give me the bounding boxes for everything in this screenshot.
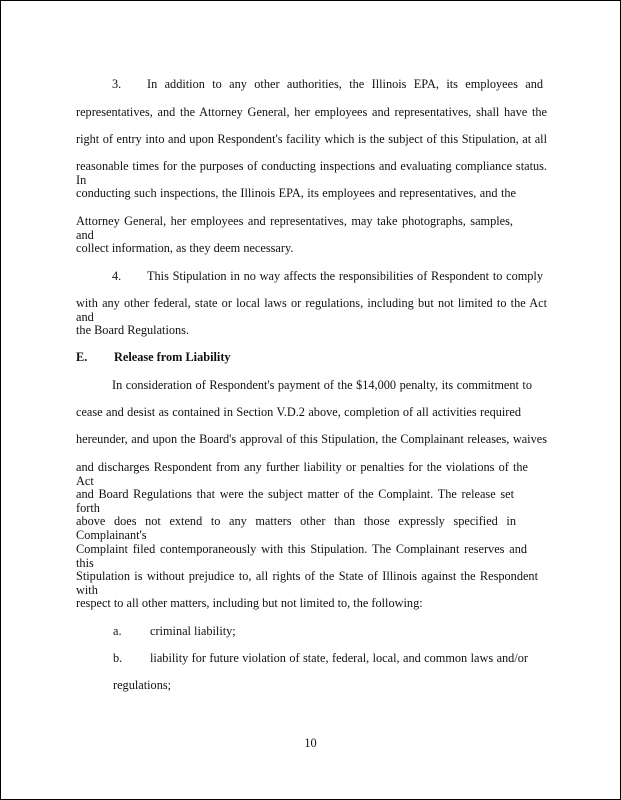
list-item: criminal liability; [150,624,236,638]
paragraph-line: cease and desist as contained in Section V.D.2 above, completion of all activities required [76,405,521,419]
paragraph-line: collect information, as they deem necessary. [76,241,294,255]
paragraph-line: and Board Regulations that were the subject matter of the Complaint. The release set forth [76,487,514,515]
paragraph-line: representatives, and the Attorney General, her employees and representatives, shall have the [76,105,547,119]
paragraph-number: 3. [112,77,122,91]
paragraph-line: respect to all other matters, including but not limited to, the following: [76,596,423,610]
page-number: 10 [304,736,317,750]
section-letter: E. [76,350,88,364]
list-item: regulations; [113,678,172,692]
paragraph-line: above does not extend to any matters other than those expressly specified in Complainant's [76,514,516,542]
section-heading: Release from Liability [114,350,231,364]
paragraph-line: Attorney General, her employees and representatives, may take photographs, samples, and [76,214,513,242]
paragraph-line: conducting such inspections, the Illinois EPA, its employees and representatives, and the [76,186,516,200]
paragraph-number: 4. [112,269,122,283]
paragraph-line: In addition to any other authorities, the Illinois EPA, its employees and [147,77,543,91]
list-item-letter: a. [113,624,122,638]
paragraph-line: hereunder, and upon the Board's approval of this Stipulation, the Complainant releases, waives [76,432,547,446]
list-item: liability for future violation of state, federal, local, and common laws and/or [150,651,528,665]
paragraph-line: This Stipulation in no way affects the responsibilities of Respondent to comply [147,269,543,283]
list-item-letter: b. [113,651,123,665]
paragraph-line: In consideration of Respondent's payment of the $14,000 penalty, its commitment to [112,378,532,392]
paragraph-line: Complaint filed contemporaneously with this Stipulation. The Complainant reserves and this [76,542,527,570]
paragraph-line: the Board Regulations. [76,323,190,337]
paragraph-line: right of entry into and upon Respondent's facility which is the subject of this Stipulation, at all [76,132,547,146]
paragraph-line: reasonable times for the purposes of conducting inspections and evaluating compliance status. In [76,159,547,187]
paragraph-line: and discharges Respondent from any further liability or penalties for the violations of the Act [76,460,528,488]
paragraph-line: with any other federal, state or local laws or regulations, including but not limited to the Act and [76,296,547,324]
paragraph-line: Stipulation is without prejudice to, all rights of the State of Illinois against the Respondent with [76,569,538,597]
